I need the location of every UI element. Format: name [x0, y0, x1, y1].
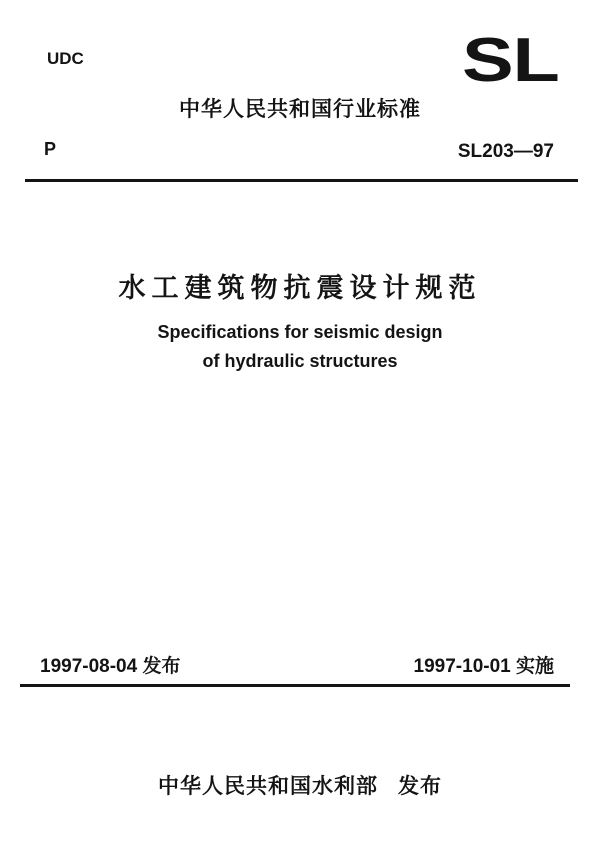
effective-date: 1997-10-01 实施 [413, 656, 554, 677]
industry-standard-heading: 中华人民共和国行业标准 [179, 98, 421, 121]
english-title-line-1: Specifications for seismic design [157, 322, 443, 342]
udc-label: UDC [47, 49, 84, 68]
standard-number: SL203—97 [457, 141, 554, 162]
bottom-divider [20, 684, 570, 687]
sl-logo: SL [462, 26, 559, 95]
document-title-chinese: 水工建筑物抗震设计规范 [118, 273, 482, 304]
document-title-english [0, 318, 600, 376]
classification-code: P [44, 139, 57, 159]
issue-date: 1997-08-04 发布 [40, 656, 181, 677]
top-divider [25, 179, 578, 182]
issuing-authority [0, 770, 600, 800]
english-title-line-2: of hydraulic structures [202, 351, 398, 371]
ministry-name: 中华人民共和国水利部 [158, 775, 378, 798]
publish-label: 发布 [398, 775, 442, 798]
